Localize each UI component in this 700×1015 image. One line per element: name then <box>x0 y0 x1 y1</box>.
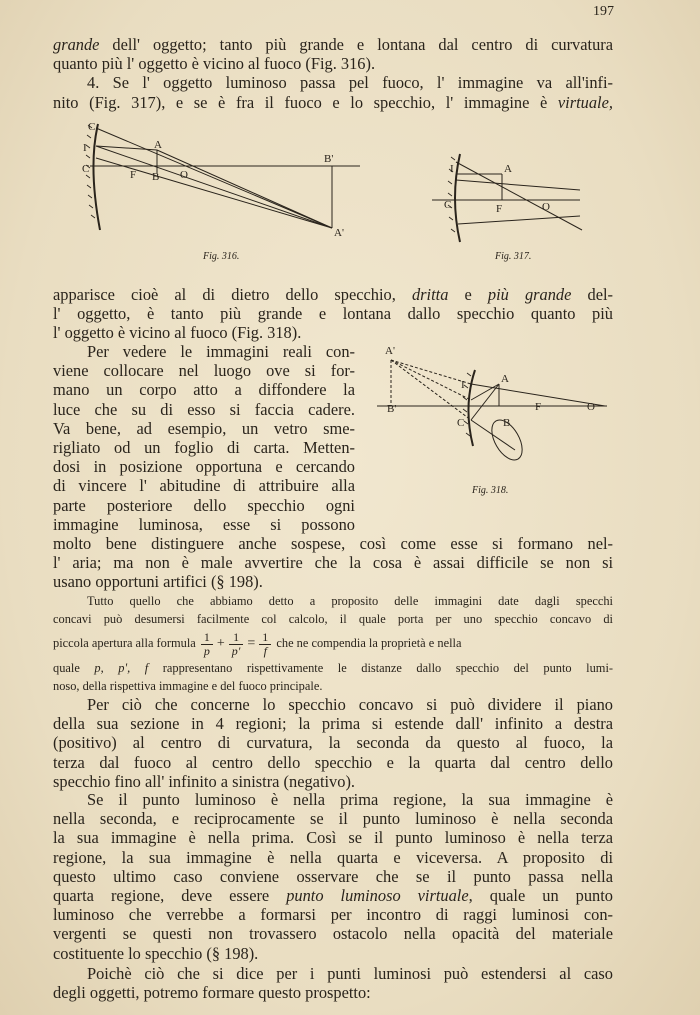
label-i: I <box>450 163 454 175</box>
emphasis-dritta: dritta <box>411 285 449 304</box>
text-line: Per ciò che concerne lo specchio concavo si può dividere il piano <box>87 695 613 714</box>
paragraph-regions <box>53 695 613 791</box>
text-line: della sua sezione in 4 regioni; la prima si estende dall' infinito a destra <box>53 714 613 734</box>
caption-fig-318: Fig. 318. <box>472 485 509 496</box>
figure-317 <box>430 150 590 250</box>
label-f: F <box>130 169 137 181</box>
caption-fig-317: Fig. 317. <box>495 251 532 262</box>
emphasis-virtuale: virtuale, <box>557 92 613 112</box>
text-line: Per vedere le immagini reali con- <box>87 342 355 361</box>
text-line: del- <box>571 285 613 304</box>
text-line: viene collocare nel luogo ove si for- <box>53 361 355 381</box>
text-line: luce che su di esso si faccia cadere. <box>53 399 355 419</box>
label-o: O <box>587 401 595 413</box>
text-line: costituente lo specchio (§ 198). <box>53 943 259 963</box>
page-number: 197 <box>593 4 614 19</box>
emphasis-grande: grande <box>53 35 100 54</box>
label-c: C <box>82 163 90 175</box>
paragraph-final <box>53 964 613 1002</box>
text-line: mano un corpo atto a diffondere la <box>53 380 355 400</box>
label-i: I <box>461 379 465 391</box>
plus-sign: + <box>216 636 225 652</box>
caption-fig-316: Fig. 316. <box>203 251 240 262</box>
text-line: dell' oggetto; tanto più grande e lontana dal centro di curvatura <box>99 35 613 54</box>
text-line: Poichè ciò che si dice per i punti luminosi può estendersi al caso <box>87 964 613 983</box>
text-line: Tutto quello che abbiamo detto a proposito delle immagini date dagli specchi <box>87 594 613 608</box>
label-b-prime: B' <box>387 403 397 415</box>
text-line: (positivo) al centro di curvatura, la seconda da questo al fuoco, la <box>53 733 613 753</box>
fraction-1-over-f: $\frac{1}{f}$ <box>259 631 271 658</box>
text-line: apparisce cioè al di dietro dello specchio, <box>53 285 412 304</box>
text-line: parte posteriore dello specchio ogni <box>53 495 355 515</box>
label-o: O <box>180 169 188 181</box>
footnote-formula <box>53 592 613 695</box>
text-line: Se il punto luminoso è nella prima regione, la sua immagine è <box>87 790 613 809</box>
text-line: rigliato od un foglio di carta. Metten- <box>53 438 355 458</box>
text-line: luminoso che verrebbe a formarsi per incontro di raggi luminosi con- <box>53 905 613 925</box>
text-line: specchio fino all' infinito a sinistra (negativo). <box>53 771 356 791</box>
figure-316 <box>80 118 370 246</box>
fraction-1-over-p: $\frac{1}{p}$ <box>201 631 213 658</box>
label-a-prime: A' <box>385 345 395 357</box>
text-line: nito (Fig. 317), e se è fra il fuoco e lo specchio, l' immagine è <box>53 92 558 112</box>
text-line: e <box>448 285 488 304</box>
text-line: Va bene, ad esempio, un vetro sme- <box>53 418 355 438</box>
label-b: B <box>152 171 160 183</box>
text-line: degli oggetti, potremo formare questo prospetto: <box>53 983 371 1003</box>
text-line: rappresentano rispettivamente le distanze dallo specchio del punto lumi- <box>148 661 614 676</box>
text-line: regione, la sua immagine è nella quarta e viceversa. A proposito di <box>53 847 613 867</box>
text-line: quanto più l' oggetto è vicino al fuoco (Fig. 316). <box>53 54 376 74</box>
text-line: che ne compendia la proprietà e nella <box>276 636 462 650</box>
label-c1: C <box>88 121 96 133</box>
label-a: A <box>501 373 509 385</box>
emphasis-piu-grande: più grande <box>487 285 572 304</box>
text-line: concavi può desumersi facilmente col calcolo, il quale porta per uno specchio concavo di <box>53 612 613 626</box>
label-f: F <box>535 401 542 413</box>
label-a-prime: A' <box>334 227 344 239</box>
emphasis-punto-virtuale: punto luminoso virtuale <box>286 886 469 906</box>
text-line: nella seconda, e reciprocamente se il punto luminoso è nella seconda <box>53 809 613 829</box>
text-line: terza dal fuoco al centro dello specchio e la quarta dal centro dello <box>53 752 613 772</box>
text-line: quale <box>53 661 95 676</box>
label-f: F <box>496 203 503 215</box>
text-line: l' oggetto è vicino al fuoco (Fig. 318). <box>53 323 302 343</box>
text-line: piccola apertura alla formula <box>53 636 196 650</box>
equals-sign: = <box>247 636 256 652</box>
label-a: A <box>504 163 512 175</box>
paragraph-virtual <box>53 285 613 343</box>
label-o: O <box>542 201 550 213</box>
text-line: l' aria; ma non è male avvertire che la cosa è assai difficile se non si <box>53 553 613 573</box>
paragraph-top <box>53 35 613 112</box>
text-line: di vincere l' abitudine di attribuire alla <box>53 476 355 496</box>
formula-variables: p, p', f <box>94 661 149 676</box>
label-b: B <box>503 417 511 429</box>
text-line: l' oggetto, è tanto più grande e lontana dallo specchio quanto più <box>53 304 613 324</box>
label-i: I <box>83 142 87 154</box>
label-c: C <box>444 199 452 211</box>
text-line: noso, della rispettiva immagine e del fuoco principale. <box>53 679 323 694</box>
text-line: dosi in posizione opportuna e cercando <box>53 457 355 477</box>
text-line: , quale un punto <box>468 886 613 906</box>
label-a: A <box>154 139 162 151</box>
text-line: la sua immagine è nella prima. Così se il punto luminoso è nella terza <box>53 828 613 848</box>
formula-line <box>53 628 613 659</box>
text-line: vergenti se questi non trovassero ostacolo nella opacità del materiale <box>53 924 613 944</box>
paragraph-real-wrapped <box>53 342 355 534</box>
paragraph-4-line1: 4. Se l' oggetto luminoso passa pel fuoco, l' immagine va all'infi- <box>87 73 613 93</box>
paragraph-luminous-point <box>53 790 613 963</box>
label-c: C <box>457 417 465 429</box>
text-line: quarta regione, deve essere <box>53 886 287 906</box>
text-line: immagine luminosa, esse si possono <box>53 514 355 534</box>
label-b-prime: B' <box>324 153 334 165</box>
text-line: usano opportuni artifici (§ 198). <box>53 572 263 592</box>
fraction-1-over-p-prime: $\frac{1}{p'}$ <box>229 631 244 658</box>
text-line: molto bene distinguere anche sospese, così come esse si formano nel- <box>53 534 613 553</box>
text-line: questo ultimo caso conviene osservare che se il punto passa nella <box>53 866 613 886</box>
figure-318 <box>375 340 615 470</box>
paragraph-real-continued <box>53 534 613 592</box>
